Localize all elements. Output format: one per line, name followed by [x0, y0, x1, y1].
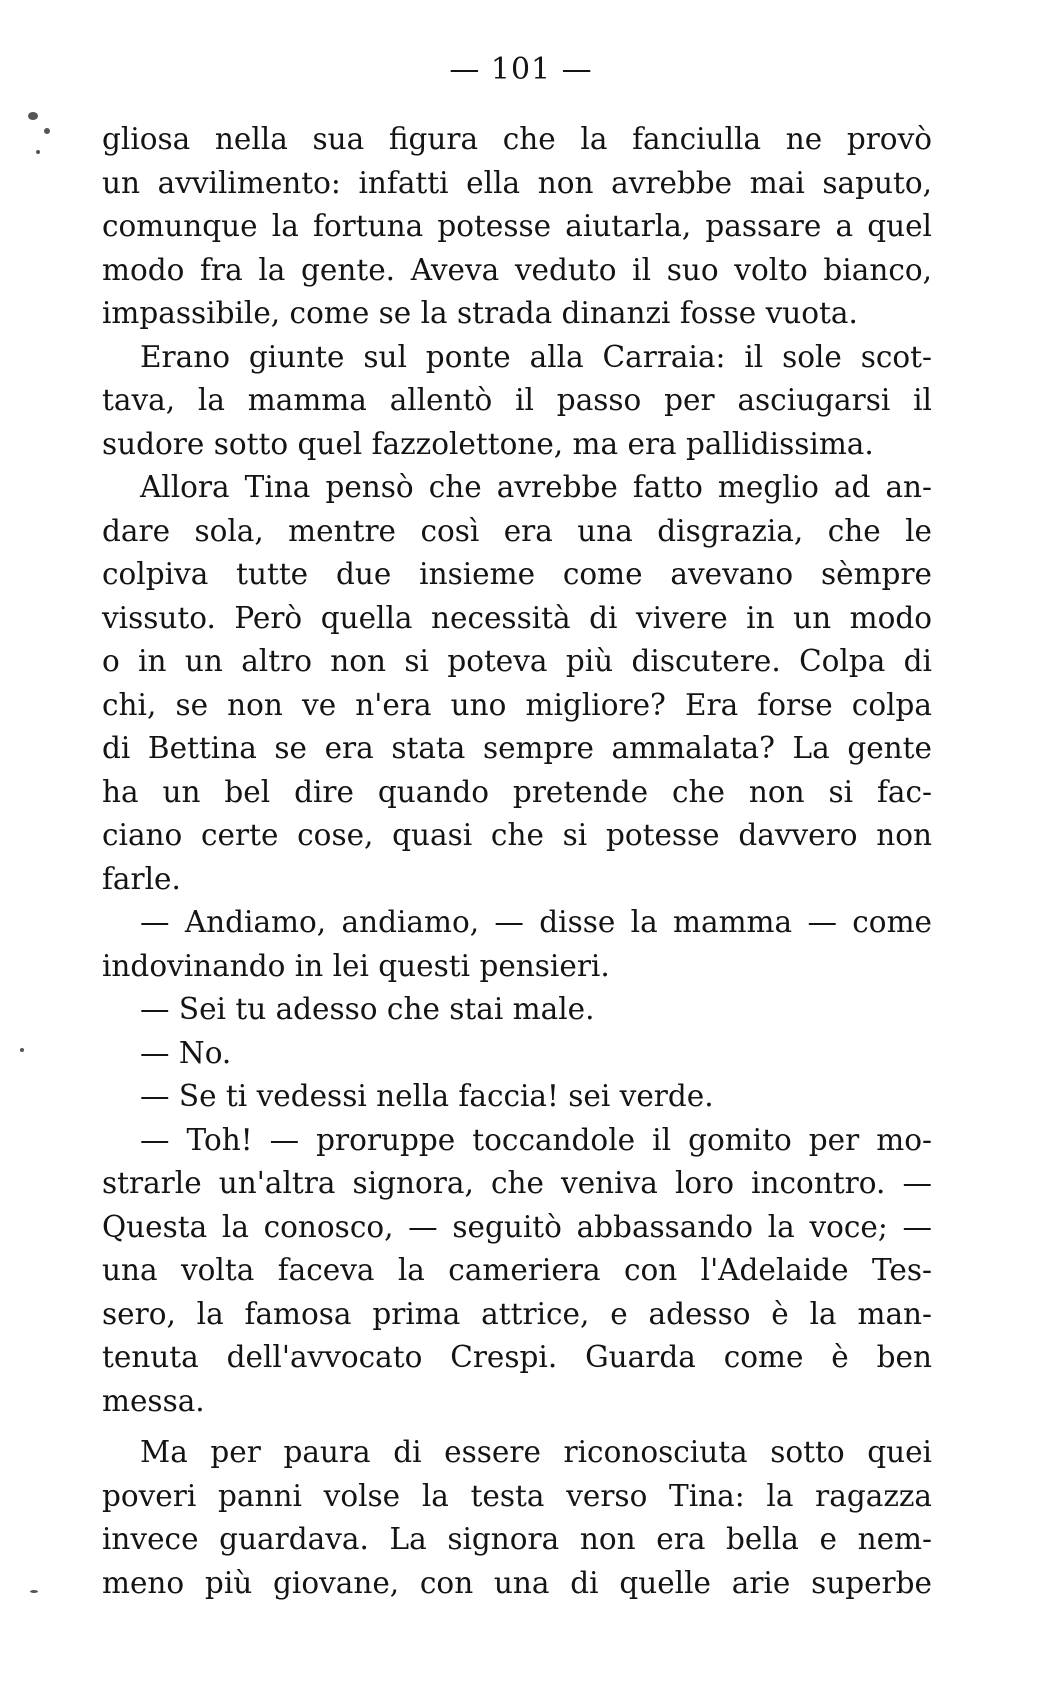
paper-speck: [30, 1590, 38, 1593]
paper-speck: [36, 150, 40, 154]
text-line: sudore sotto quel fazzolettone, ma era pallidissima.: [102, 426, 874, 461]
text-line: gliosa nella sua figura che la fanciulla ne provò: [102, 122, 932, 156]
text-line: ha un bel dire quando pretende che non si fac-: [102, 774, 932, 809]
text-line: tava, la mamma allentò il passo per asciugarsi il: [102, 383, 932, 417]
text-line: chi, se non ve n'era uno migliore? Era forse colpa: [102, 687, 932, 722]
text-line: invece guardava. La signora non era bella e nem-: [102, 1522, 932, 1556]
text-line: sero, la famosa prima attrice, e adesso è la man-: [102, 1296, 932, 1331]
paper-speck: [44, 128, 50, 134]
text-line: o in un altro non si poteva più discutere. Colpa di: [102, 644, 932, 678]
text-line: un avvilimento: infatti ella non avrebbe mai saputo,: [102, 165, 932, 200]
text-line: di Bettina se era stata sempre ammalata? La gente: [102, 731, 932, 765]
text-line: Erano giunte sul ponte alla Carraia: il sole scot-: [140, 339, 932, 374]
text-line: Questa la conosco, — seguitò abbassando la voce; —: [102, 1209, 932, 1244]
text-line: — Sei tu adesso che stai male.: [140, 992, 595, 1026]
text-line: Allora Tina pensò che avrebbe fatto meglio ad an-: [140, 470, 932, 504]
text-line: Ma per paura di essere riconosciuta sotto quei: [140, 1435, 932, 1469]
text-line: meno più giovane, con una di quelle arie superbe: [102, 1565, 932, 1600]
text-line: — Toh! — proruppe toccandole il gomito per mo-: [140, 1122, 932, 1157]
text-line: ciano certe cose, quasi che si potesse davvero non: [102, 818, 932, 852]
text-line: — Andiamo, andiamo, — disse la mamma — come: [140, 905, 932, 939]
text-line: farle.: [102, 861, 181, 896]
text-line: comunque la fortuna potesse aiutarla, passare a quel: [102, 209, 932, 243]
text-line: modo fra la gente. Aveva veduto il suo volto bianco,: [102, 252, 932, 287]
text-line: messa.: [102, 1383, 205, 1418]
paper-speck: [28, 112, 38, 120]
text-line: dare sola, mentre così era una disgrazia, che le: [102, 513, 932, 548]
text-line: colpiva tutte due insieme come avevano sèmpre: [102, 557, 932, 591]
text-line: — Se ti vedessi nella faccia! sei verde.: [140, 1079, 714, 1113]
text-line: tenuta dell'avvocato Crespi. Guarda come è ben: [102, 1340, 932, 1374]
text-line: indovinando in lei questi pensieri.: [102, 948, 610, 983]
body-text: [102, 118, 932, 1605]
paper-speck: [20, 1048, 24, 1052]
page-number: — 101 —: [449, 52, 593, 87]
text-line: vissuto. Però quella necessità di vivere in un modo: [102, 600, 932, 635]
text-line: — No.: [140, 1035, 232, 1070]
text-line: una volta faceva la cameriera con l'Adelaide Tes-: [102, 1253, 932, 1287]
text-line: poveri panni volse la testa verso Tina: la ragazza: [102, 1478, 932, 1513]
text-line: strarle un'altra signora, che veniva loro incontro. —: [102, 1166, 932, 1200]
text-line: impassibile, come se la strada dinanzi fosse vuota.: [102, 296, 858, 330]
